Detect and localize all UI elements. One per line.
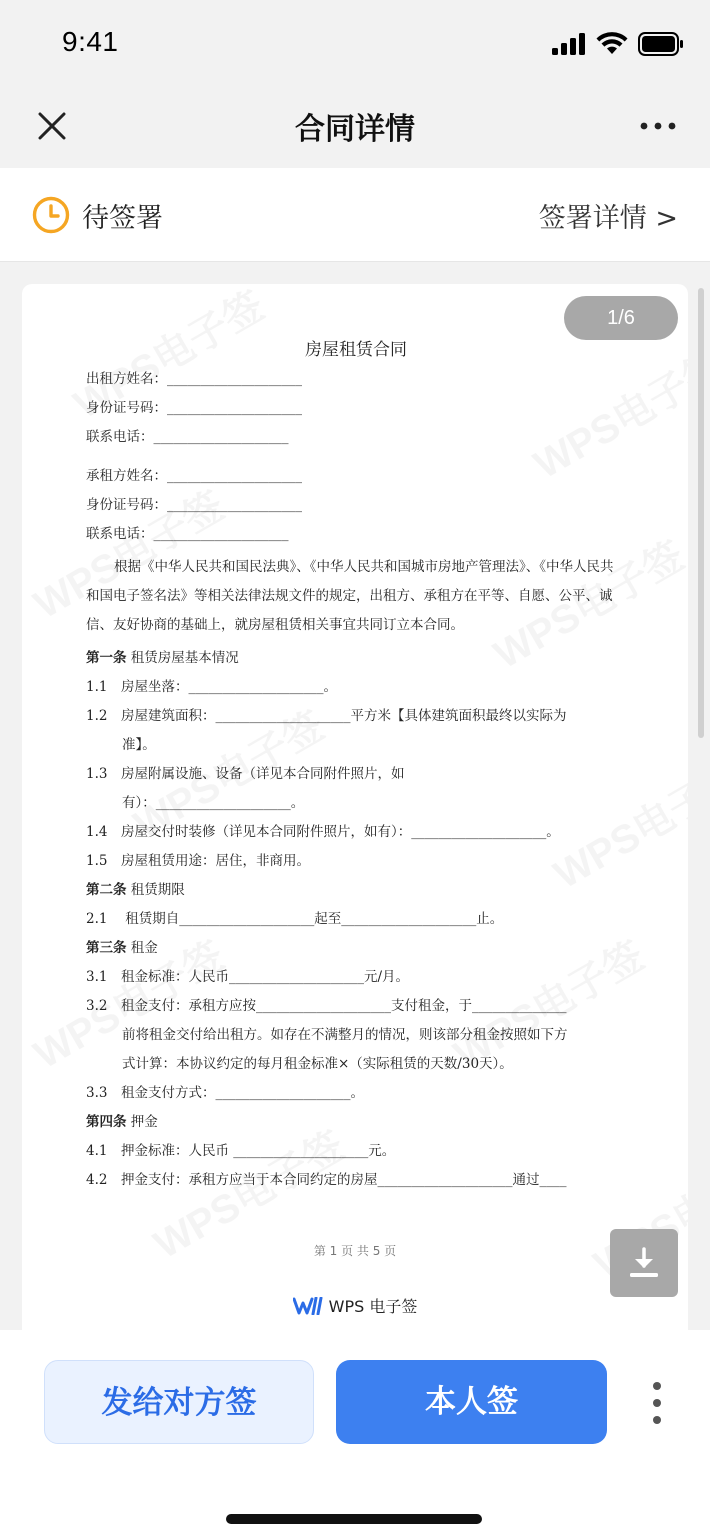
scrollbar[interactable] xyxy=(698,288,704,738)
status-time: 9:41 xyxy=(62,26,119,57)
nav-bar xyxy=(0,90,710,168)
clause-1-2-cont: 准】。 xyxy=(122,737,156,753)
clause-3-2-cont: 前将租金交付给出租方。如存在不满整月的情况，则该部分租金按照如下方 xyxy=(122,1027,568,1043)
article-number: 第一条 xyxy=(86,650,127,666)
lessor-id-field: 身份证号码：____________________ xyxy=(86,400,302,416)
lessee-phone-field: 联系电话：____________________ xyxy=(86,526,289,542)
clause-1-5: 1.5 房屋租赁用途：居住，非商用。 xyxy=(86,853,310,869)
brand-name: WPS 电子签 xyxy=(328,1297,418,1316)
clause-1-1: 1.1 房屋坐落：____________________。 xyxy=(86,679,337,695)
download-button[interactable] xyxy=(610,1229,678,1297)
clause-1-3: 1.3 房屋附属设施、设备（详见本合同附件照片，如 xyxy=(86,766,405,782)
clause-1-3-cont: 有）：____________________。 xyxy=(122,795,305,811)
article-4-heading xyxy=(86,1108,626,1137)
status-badge: 待签署 xyxy=(82,203,163,234)
clause-4-2: 4.2 押金支付：承租方应当于本合同约定的房屋____________________通过____ xyxy=(86,1172,567,1188)
lessee-name-field: 承租方姓名：____________________ xyxy=(86,468,302,484)
article-number: 第二条 xyxy=(86,882,127,898)
article-name: 租赁期限 xyxy=(130,882,185,898)
battery-icon xyxy=(638,32,684,56)
document-page xyxy=(22,284,688,1330)
article-name: 押金 xyxy=(130,1114,158,1130)
article-2-heading xyxy=(86,876,626,905)
page-footer: 第 1 页 共 5 页 xyxy=(313,1244,397,1258)
clause-3-2-cont2: 式计算：本协议约定的每月租金标准×（实际租赁的天数/30天）。 xyxy=(122,1056,513,1072)
lessee-id-field: 身份证号码：____________________ xyxy=(86,497,302,513)
lessor-name-field: 出租方姓名：____________________ xyxy=(86,371,302,387)
clause-1-2: 1.2 房屋建筑面积：____________________平方米【具体建筑面积最终以实际为 xyxy=(86,708,567,724)
article-3-heading xyxy=(86,934,626,963)
signing-details-link[interactable]: 签署详情 > xyxy=(538,203,678,234)
article-number: 第三条 xyxy=(86,940,127,956)
contract-preamble: 根据《中华人民共和国民法典》、《中华人民共和国城市房地产管理法》、《中华人民共和国电子签名法》等相关法律法规文件的规定，出租方、承租方在平等、自愿、公平、诚信、友好协商的基础上，就房屋租赁相关事宜共同订立本合同。 xyxy=(86,559,614,633)
article-1-heading xyxy=(86,644,626,673)
lessor-phone-field: 联系电话：____________________ xyxy=(86,429,289,445)
contract-title: 房屋租赁合同 xyxy=(305,340,407,360)
contract-text xyxy=(86,336,626,1195)
status-bar xyxy=(0,0,710,90)
wps-logo-icon xyxy=(293,1297,323,1315)
home-indicator[interactable] xyxy=(226,1514,482,1524)
download-icon xyxy=(627,1246,661,1280)
status-icons xyxy=(552,30,684,58)
clause-2-1: 2.1 租赁期自____________________起至____________________止。 xyxy=(86,911,504,927)
signing-status-strip xyxy=(0,168,710,262)
page-title: 合同详情 xyxy=(295,112,415,147)
signal-icon xyxy=(552,33,586,55)
more-vertical-icon[interactable] xyxy=(644,1380,670,1426)
article-name: 租金 xyxy=(130,940,158,956)
clause-3-2: 3.2 租金支付：承租方应按____________________支付租金，于______________ xyxy=(86,998,567,1014)
clock-icon xyxy=(32,196,70,234)
clause-4-1: 4.1 押金标准：人民币 ____________________元。 xyxy=(86,1143,396,1159)
page-indicator: 1/6 xyxy=(564,296,678,340)
more-icon[interactable] xyxy=(640,112,676,140)
document-viewer[interactable] xyxy=(0,262,710,1330)
clause-3-1: 3.1 租金标准：人民币____________________元/月。 xyxy=(86,969,410,985)
article-number: 第四条 xyxy=(86,1114,127,1130)
wifi-icon xyxy=(596,32,628,56)
clause-1-4: 1.4 房屋交付时装修（详见本合同附件照片，如有）：____________________。 xyxy=(86,824,560,840)
brand-footer xyxy=(22,1294,688,1317)
clause-3-3: 3.3 租金支付方式：____________________。 xyxy=(86,1085,364,1101)
send-to-counterparty-button[interactable]: 发给对方签 xyxy=(44,1360,314,1444)
sign-myself-button[interactable]: 本人签 xyxy=(336,1360,607,1444)
bottom-action-bar xyxy=(0,1330,710,1540)
article-name: 租赁房屋基本情况 xyxy=(130,650,239,666)
